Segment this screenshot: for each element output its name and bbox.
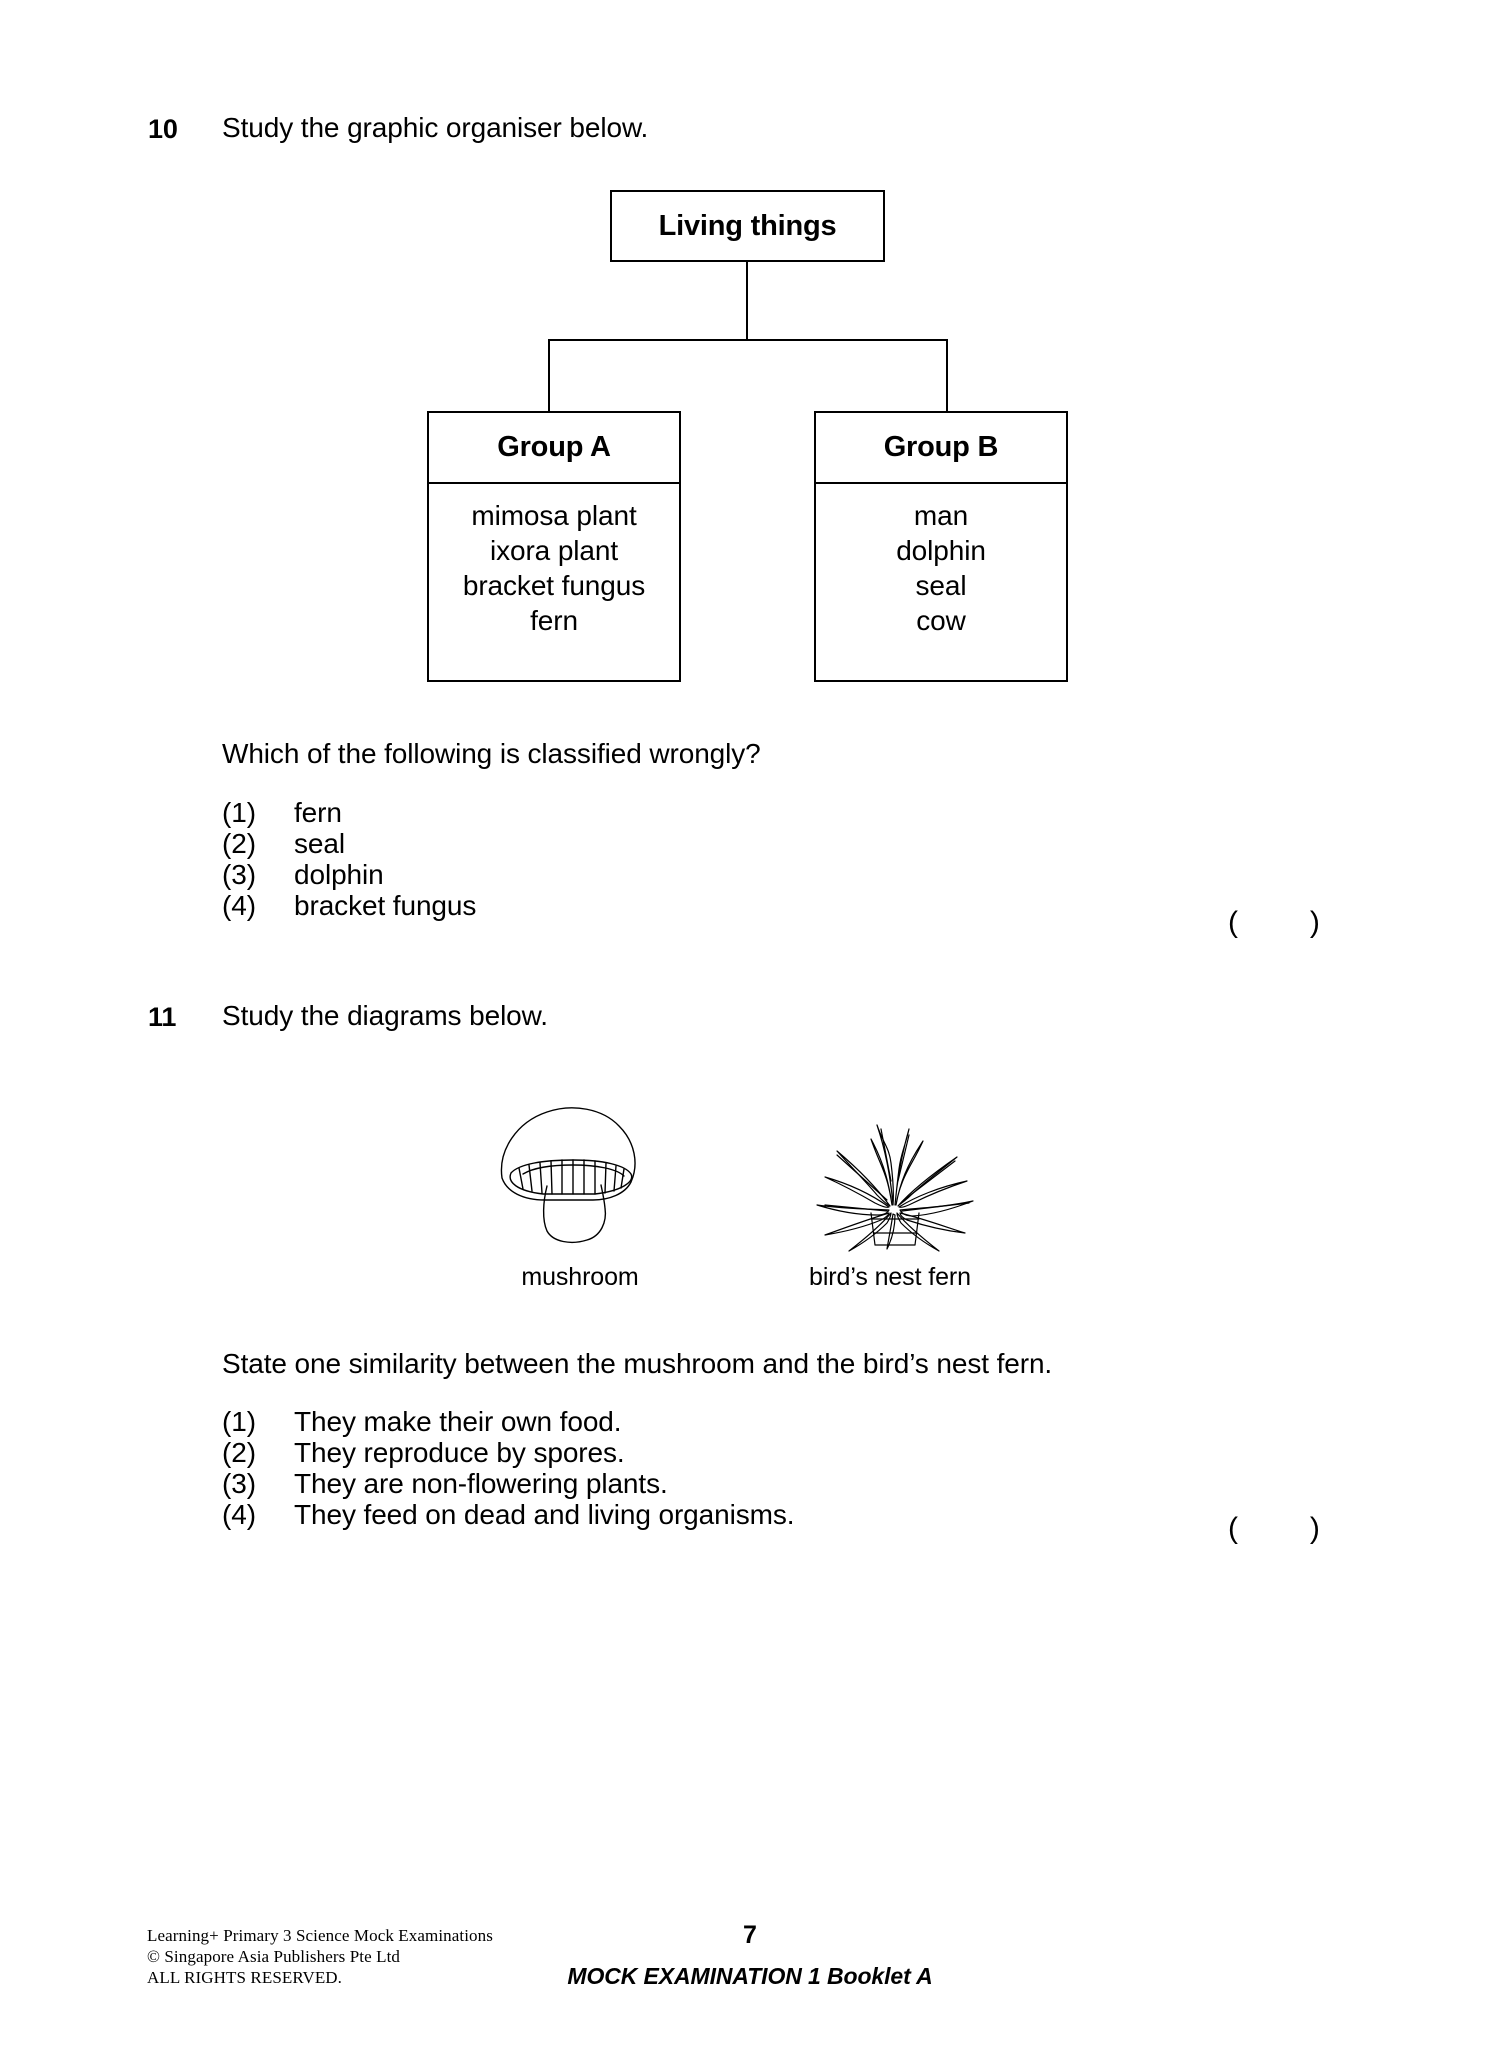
- group-a-item: bracket fungus: [462, 570, 646, 601]
- organiser-root-label: Living things: [658, 210, 837, 242]
- footer-page-number: 7: [743, 1921, 757, 1949]
- option-row[interactable]: [222, 1406, 794, 1437]
- group-a-item: fern: [530, 605, 578, 636]
- answer-bracket-close: ): [1309, 906, 1320, 939]
- option-row[interactable]: [222, 797, 476, 828]
- organiser-group-b-title: Group B: [816, 413, 1066, 484]
- footer-copyright: [147, 1925, 493, 1988]
- option-key: (2): [222, 828, 256, 859]
- option-row[interactable]: [222, 1437, 794, 1468]
- mushroom-figure: [485, 1090, 675, 1250]
- option-text: dolphin: [294, 859, 384, 890]
- answer-bracket-close: ): [1309, 1512, 1320, 1545]
- option-key: (2): [222, 1437, 256, 1468]
- option-text: seal: [294, 828, 345, 859]
- footer-line-3: ALL RIGHTS RESERVED.: [147, 1968, 343, 1987]
- option-text: They reproduce by spores.: [294, 1437, 625, 1468]
- question-11-options: [222, 1406, 794, 1530]
- question-10-options: [222, 797, 476, 921]
- group-a-item: ixora plant: [489, 535, 619, 566]
- option-row[interactable]: [222, 1468, 794, 1499]
- option-text: bracket fungus: [294, 890, 477, 921]
- organiser-group-b-items: [816, 484, 1066, 638]
- question-11-number: 11: [148, 1002, 177, 1032]
- question-11-answer-bracket[interactable]: [1228, 1512, 1320, 1546]
- group-b-item: dolphin: [896, 535, 986, 566]
- question-10-number: 10: [148, 114, 178, 144]
- birds-nest-fern-figure: [805, 1085, 985, 1253]
- birds-nest-fern-caption: bird’s nest fern: [809, 1263, 971, 1291]
- organiser-group-b-box: [814, 411, 1068, 682]
- organiser-group-a-box: [427, 411, 681, 682]
- option-key: (1): [222, 797, 256, 828]
- option-key: (4): [222, 890, 256, 921]
- option-text: They feed on dead and living organisms.: [294, 1499, 795, 1530]
- group-b-item: seal: [915, 570, 967, 601]
- connector-horizontal-bar: [548, 339, 948, 341]
- option-row[interactable]: [222, 859, 476, 890]
- group-b-item: man: [913, 500, 969, 531]
- option-key: (3): [222, 1468, 256, 1499]
- answer-bracket-open: (: [1228, 906, 1238, 939]
- connector-branch-left: [548, 339, 550, 413]
- mushroom-caption: mushroom: [521, 1263, 639, 1291]
- organiser-group-a-title: Group A: [429, 413, 679, 484]
- option-text: They are non-flowering plants.: [294, 1468, 668, 1499]
- group-a-item: mimosa plant: [471, 500, 637, 531]
- organiser-root-box: [610, 190, 885, 262]
- question-10-stem: Study the graphic organiser below.: [222, 112, 649, 143]
- footer-line-2: © Singapore Asia Publishers Pte Ltd: [147, 1947, 400, 1966]
- option-key: (1): [222, 1406, 256, 1437]
- footer-exam-label: MOCK EXAMINATION 1 Booklet A: [567, 1963, 933, 1989]
- question-10-prompt: Which of the following is classified wrongly?: [222, 738, 761, 769]
- option-row[interactable]: [222, 1499, 794, 1530]
- mushroom-icon: [485, 1090, 675, 1250]
- option-row[interactable]: [222, 890, 476, 921]
- connector-branch-right: [946, 339, 948, 413]
- connector-root-drop: [746, 262, 748, 341]
- answer-bracket-open: (: [1228, 1512, 1238, 1545]
- option-text: They make their own food.: [294, 1406, 622, 1437]
- question-10-answer-bracket[interactable]: [1228, 906, 1320, 940]
- option-row[interactable]: [222, 828, 476, 859]
- option-text: fern: [294, 797, 342, 828]
- option-key: (3): [222, 859, 256, 890]
- birds-nest-fern-icon: [805, 1085, 985, 1253]
- organiser-group-a-items: [429, 484, 679, 638]
- question-11-prompt: State one similarity between the mushroom and the bird’s nest fern.: [222, 1348, 1053, 1379]
- group-b-item: cow: [916, 605, 966, 636]
- question-11-stem: Study the diagrams below.: [222, 1000, 548, 1031]
- footer-line-1: Learning+ Primary 3 Science Mock Examinations: [147, 1926, 493, 1945]
- option-key: (4): [222, 1499, 256, 1530]
